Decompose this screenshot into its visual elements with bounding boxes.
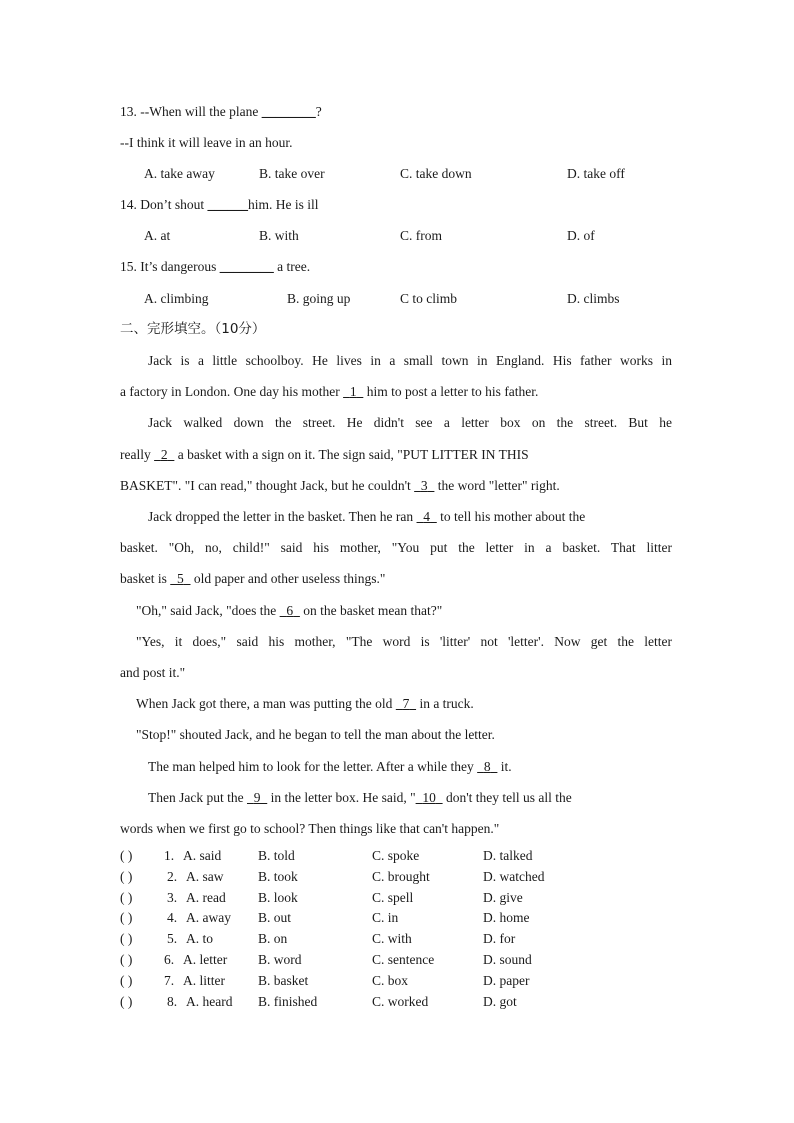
cloze-blank-8 (477, 759, 497, 774)
passage-line (120, 477, 560, 495)
blank-number: 8 (483, 759, 491, 774)
passage-line: basket. "Oh, no, child!" said his mother, "You put the letter in a basket. That litter (120, 540, 672, 555)
cloze-number: 8. (167, 994, 178, 1009)
cloze-row (0, 930, 794, 948)
option-b: B. basket (258, 973, 309, 988)
cloze-row (0, 847, 794, 865)
cloze-number: 6. (164, 952, 175, 967)
cloze-row (0, 889, 794, 907)
passage-text: a basket with a sign on it. The sign said, "PUT LITTER IN THIS (174, 447, 529, 462)
question-13-reply: --I think it will leave in an hour. (120, 135, 293, 150)
passage-text: the word "letter" right. (434, 478, 560, 493)
blank-number: 5 (177, 571, 184, 586)
cloze-blank-4 (417, 509, 437, 524)
passage-text: don't they tell us all the (442, 790, 572, 805)
question-text: 13. --When will the plane (120, 104, 262, 119)
question-13-stem (120, 103, 322, 121)
option-c: C. spell (372, 890, 414, 905)
passage-line (120, 570, 385, 588)
option-b: B. going up (287, 291, 351, 306)
passage-text: in the letter box. He said, " (267, 790, 416, 805)
blank-number: 1 (349, 384, 357, 399)
option-a: A. letter (183, 952, 228, 967)
option-b: B. with (259, 228, 299, 243)
answer-blank: ________ (261, 104, 316, 119)
cloze-row (0, 993, 794, 1011)
section-heading: 二、完形填空。（10分） (120, 321, 266, 337)
cloze-blank-5 (170, 571, 190, 586)
passage-line: "Yes, it does," said his mother, "The word is 'litter' not 'letter'. Now get the letter (136, 634, 672, 649)
cloze-number: 5. (167, 931, 178, 946)
passage-text: The man helped him to look for the letter. After a while they (148, 759, 478, 774)
question-text: 15. It’s dangerous (120, 259, 220, 274)
option-c: C. box (372, 973, 409, 988)
blank-number: 2 (160, 447, 168, 462)
cloze-blank-6 (280, 603, 300, 618)
question-text: ? (315, 104, 322, 119)
passage-line (136, 695, 474, 713)
option-b: B. look (258, 890, 298, 905)
option-a: A. at (144, 228, 171, 243)
option-b: B. told (258, 848, 295, 863)
answer-blank: ______ (207, 197, 249, 212)
passage-line: Jack walked down the street. He didn't see a letter box on the street. But he (148, 415, 672, 430)
cloze-blank-2 (154, 447, 174, 462)
passage-line: words when we first go to school? Then things like that can't happen." (120, 821, 500, 836)
answer-blank: ________ (219, 259, 274, 274)
blank-number: 6 (286, 603, 294, 618)
option-c: C. spoke (372, 848, 420, 863)
option-c: C. take down (400, 166, 472, 181)
answer-paren[interactable]: ( ) (120, 973, 133, 988)
option-d: D. give (483, 890, 523, 905)
cloze-blank-1 (343, 384, 363, 399)
option-a: A. away (186, 910, 231, 925)
option-d: D. talked (483, 848, 533, 863)
passage-text: on the basket mean that?" (299, 603, 443, 618)
passage-text: When Jack got there, a man was putting the old (136, 696, 396, 711)
option-c: C to climb (400, 291, 457, 306)
option-d: D. home (483, 910, 530, 925)
passage-text: a factory in London. One day his mother (120, 384, 344, 399)
passage-line (148, 508, 585, 526)
cloze-number: 7. (164, 973, 175, 988)
option-d: D. of (567, 228, 595, 243)
answer-paren[interactable]: ( ) (120, 910, 133, 925)
option-b: B. on (258, 931, 288, 946)
question-15-stem (120, 258, 310, 276)
option-b: B. take over (259, 166, 325, 181)
answer-paren[interactable]: ( ) (120, 952, 133, 967)
option-a: A. to (186, 931, 213, 946)
passage-text: to tell his mother about the (436, 509, 586, 524)
option-d: D. paper (483, 973, 530, 988)
cloze-row (0, 951, 794, 969)
option-b: B. word (258, 952, 302, 967)
question-14-options (0, 227, 794, 245)
cloze-blank-10 (416, 790, 443, 805)
blank-number: 10 (422, 790, 436, 805)
answer-paren[interactable]: ( ) (120, 890, 133, 905)
option-d: D. climbs (567, 291, 620, 306)
blank-number: 7 (402, 696, 410, 711)
cloze-blank-3 (414, 478, 434, 493)
question-13-options (0, 165, 794, 183)
option-a: A. litter (183, 973, 225, 988)
option-a: A. heard (186, 994, 233, 1009)
option-c: C. from (400, 228, 442, 243)
passage-line (136, 602, 442, 620)
passage-line (148, 758, 512, 776)
cloze-number: 2. (167, 869, 178, 884)
option-a: A. said (183, 848, 222, 863)
answer-paren[interactable]: ( ) (120, 994, 133, 1009)
option-a: A. climbing (144, 291, 209, 306)
cloze-row (0, 972, 794, 990)
question-15-options (0, 290, 794, 308)
cloze-number: 4. (167, 910, 178, 925)
passage-line: "Stop!" shouted Jack, and he began to tell the man about the letter. (136, 727, 495, 742)
passage-text: old paper and other useless things." (190, 571, 386, 586)
option-c: C. sentence (372, 952, 435, 967)
passage-text: it. (497, 759, 512, 774)
blank-number: 4 (423, 509, 431, 524)
option-d: D. for (483, 931, 516, 946)
cloze-row (0, 909, 794, 927)
blank-number: 9 (253, 790, 261, 805)
option-c: C. with (372, 931, 412, 946)
answer-paren[interactable]: ( ) (120, 848, 133, 863)
passage-line: and post it." (120, 665, 186, 680)
blank-number: 3 (420, 478, 428, 493)
cloze-blank-9 (247, 790, 267, 805)
cloze-number: 3. (167, 890, 178, 905)
question-text: a tree. (273, 259, 311, 274)
option-d: D. got (483, 994, 517, 1009)
passage-text: BASKET". "I can read," thought Jack, but he couldn't (120, 478, 415, 493)
option-a: A. take away (144, 166, 215, 181)
passage-line (120, 383, 538, 401)
cloze-blank-7 (396, 696, 416, 711)
question-14-stem (120, 196, 319, 214)
passage-text: Jack dropped the letter in the basket. Then he ran (148, 509, 417, 524)
option-c: C. in (372, 910, 399, 925)
passage-text: in a truck. (416, 696, 474, 711)
option-b: B. finished (258, 994, 318, 1009)
passage-text: really (120, 447, 155, 462)
passage-text: basket is (120, 571, 171, 586)
option-d: D. take off (567, 166, 625, 181)
passage-line (120, 446, 529, 464)
passage-line: Jack is a little schoolboy. He lives in a small town in England. His father works in (148, 353, 672, 368)
option-b: B. took (258, 869, 298, 884)
passage-text: Then Jack put the (148, 790, 247, 805)
option-c: C. brought (372, 869, 430, 884)
answer-paren[interactable]: ( ) (120, 931, 133, 946)
option-a: A. read (186, 890, 226, 905)
option-d: D. watched (483, 869, 545, 884)
option-c: C. worked (372, 994, 429, 1009)
passage-text: "Oh," said Jack, "does the (136, 603, 280, 618)
cloze-number: 1. (164, 848, 175, 863)
option-d: D. sound (483, 952, 532, 967)
cloze-row (0, 868, 794, 886)
option-b: B. out (258, 910, 292, 925)
question-text: 14. Don’t shout (120, 197, 208, 212)
passage-text: him to post a letter to his father. (363, 384, 539, 399)
question-text: him. He is ill (248, 197, 319, 212)
option-a: A. saw (186, 869, 224, 884)
passage-line (148, 789, 572, 807)
answer-paren[interactable]: ( ) (120, 869, 133, 884)
